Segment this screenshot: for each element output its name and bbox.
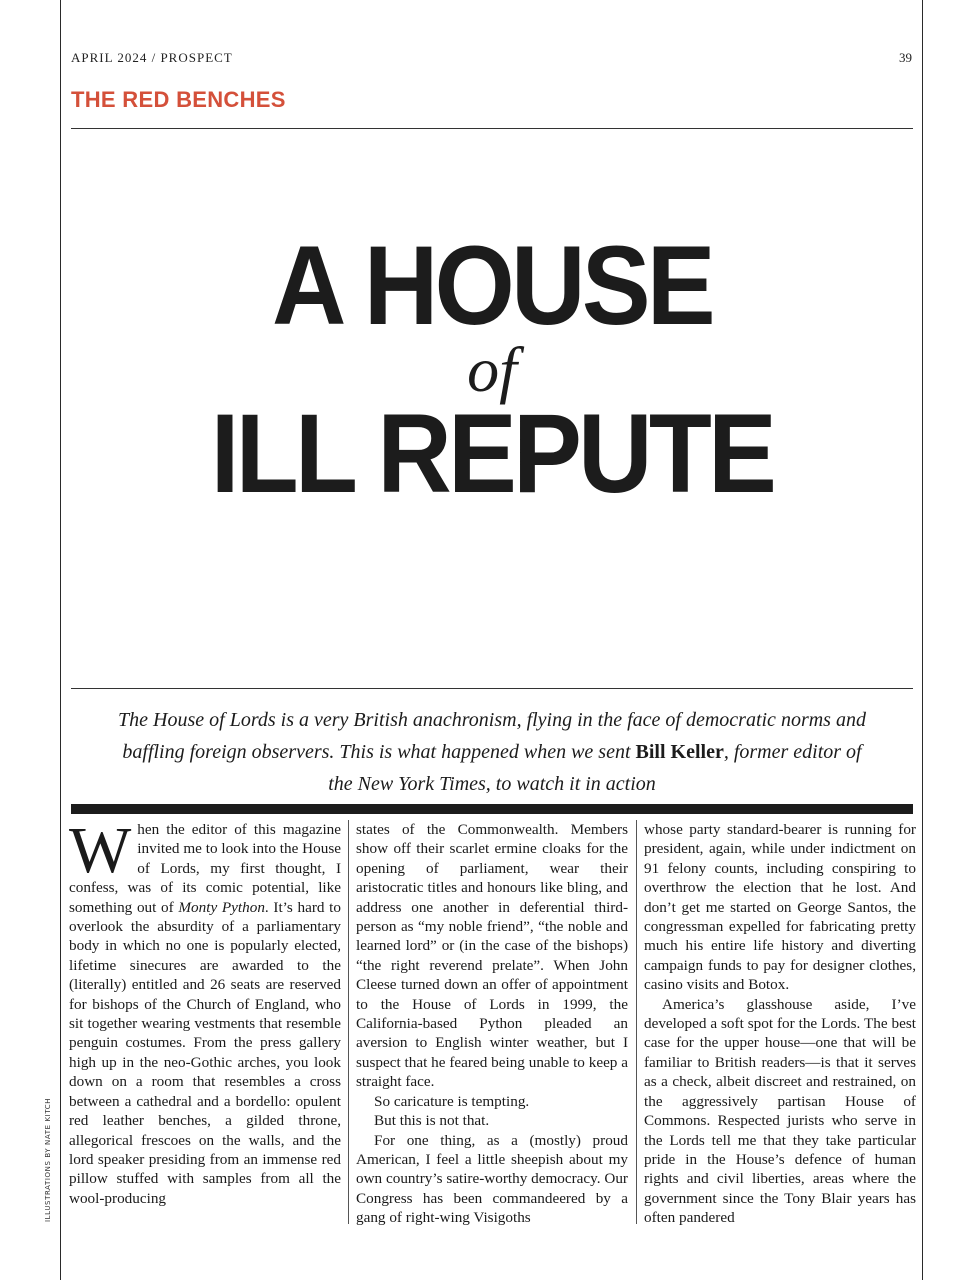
body-column-2: [356, 820, 628, 1230]
body-italic-title: Monty Python: [178, 898, 265, 916]
body-paragraph-cont: . It’s hard to overlook the absurdity of a parliamentary body in which no one is popularly elected, lifetime sinecures are awarded to the (literally) entitled and 26 seats are reserved for bishops of the Church of England, who sit together wearing vestments that resemble penguin costumes. From the press gallery high up in the neo-Gothic arches, you look down on a room that resembles a cross between a cathedral and a bordello: opulent red leather benches, a gilded throne, allegorical frescoes on the walls, and the lord speaker presiding from an immense red pillow stuffed with samples from all the wool-producing: [69, 898, 341, 1207]
illustration-credit: ILLUSTRATIONS BY NATE KITCH: [44, 1097, 52, 1222]
headline-connector: of: [467, 334, 517, 405]
body-paragraph: But this is not that.: [374, 1112, 490, 1130]
body-paragraph: states of the Commonwealth. Members show off their scarlet ermine cloaks for the opening of parliament, wear their aristocratic titles and honours like bling, and address one another in deferential third-person as “my noble friend”, “the noble and learned lord” or (in the case of the bishops) “the right reverend prelate”. When John Cleese turned down an offer of appointment to the House of Lords in 1999, the California-based Python pleaded an aversion to English winter weather, but I suspect that he feared being unable to keep a straight face.: [356, 821, 628, 1091]
headline-line-2: ILL REPUTE: [210, 391, 774, 516]
page-number: 39: [899, 50, 912, 65]
body-paragraph: So caricature is tempting.: [374, 1092, 530, 1110]
body-paragraph: whose party standard-bearer is running for president, again, while under indictment on 91 felony counts, including conspiring to overthrow the election that he lost. And don’t get me started on George Santos, the congressman expelled for fabricating pretty much his entire life history and diverting campaign funds to pay for designer clothes, casino visits and Botox.: [644, 821, 916, 994]
body-column-1: [69, 820, 341, 1230]
body-column-3: [644, 820, 916, 1230]
standfirst-text: The House of Lords is a very British anachronism, flying in the face of democratic norms and baffling foreign observers. This is what happened when we sent: [118, 709, 866, 763]
page-right-border: [922, 0, 923, 1280]
page-left-border: [60, 0, 61, 1280]
standfirst: [110, 704, 874, 800]
section-label: THE RED BENCHES: [71, 87, 286, 112]
author-name: Bill Keller: [635, 741, 724, 763]
column-divider: [348, 820, 349, 1224]
issue-label: APRIL 2024 / PROSPECT: [71, 50, 233, 65]
header-rule: [71, 128, 913, 129]
drop-cap: W: [69, 820, 132, 887]
article-body: [69, 820, 914, 1230]
column-divider: [636, 820, 637, 1224]
body-paragraph: hen the editor of this magazine invited me to look into the House of Lords, my first thought, I confess, was of its comic potential, like something out of: [69, 821, 341, 916]
headline-line-1: A HOUSE: [272, 223, 712, 348]
standfirst-text-end: , former editor of the New York Times, to watch it in action: [328, 741, 862, 795]
standfirst-rule: [71, 688, 913, 689]
body-paragraph: For one thing, as a (mostly) proud American, I feel a little sheepish about my own country’s satire-worthy democracy. Our Congress has been commandeered by a gang of right-wing Visigoths: [356, 1131, 628, 1227]
body-top-bar: [71, 804, 913, 814]
body-paragraph: America’s glasshouse aside, I’ve developed a soft spot for the Lords. The best case for the upper house—one that will be familiar to British readers—is that it serves as a check, albeit discreet and restrained, on the aggressively partisan House of Commons. Respected jurists who serve in the Lords tell me that they take particular pride in the House’s defence of human rights and civil liberties, areas where the government since the Tony Blair years has often pandered: [644, 995, 916, 1227]
headline: [71, 223, 913, 516]
